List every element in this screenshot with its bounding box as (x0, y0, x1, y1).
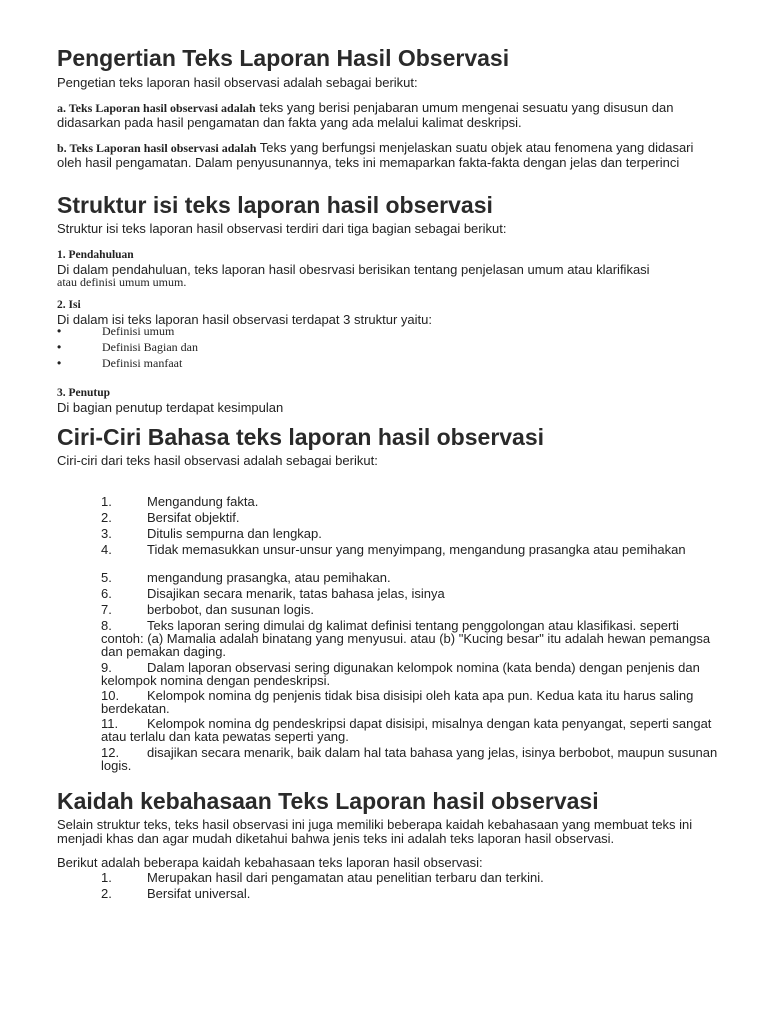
list-item (101, 887, 721, 900)
list-number: 10. (101, 688, 120, 703)
list-text: Bersifat universal. (147, 886, 251, 901)
heading-pengertian: Pengertian Teks Laporan Hasil Observasi (57, 45, 510, 71)
list-text: Teks laporan sering dimulai dg kalimat definisi tentang penggolongan atau klasifikasi. seperti contoh: (a) Mamalia adalah binatang yang menyusui. atau (b) "Kucing besar" itu adalah hewan pemangsa dan pemakan daging. (101, 618, 711, 659)
list-number: 5. (101, 570, 112, 585)
paragraph: Ciri-ciri dari teks hasil observasi adalah sebagai berikut: (57, 453, 378, 468)
list-item (101, 495, 721, 508)
list-text: Ditulis sempurna dan lengkap. (147, 526, 322, 541)
list-item (101, 603, 721, 616)
definition-lead: b. Teks Laporan hasil observasi adalah (57, 141, 257, 155)
list-number: 2. (101, 886, 112, 901)
bullet-text: Definisi manfaat (102, 356, 183, 370)
bullet-text: Definisi Bagian dan (102, 340, 198, 354)
definition-b (57, 141, 717, 169)
paragraph: atau definisi umum umum. (57, 275, 187, 289)
list-text: Dalam laporan observasi sering digunakan kelompok nomina (kata benda) dengan penjenis dan kelompok nomina dengan pendeskripsi. (101, 660, 700, 688)
section-isi (57, 299, 717, 326)
list-item (101, 543, 721, 556)
list-text: Bersifat objektif. (147, 510, 240, 525)
list-number: 8. (101, 618, 112, 633)
subheading: 2. Isi (57, 299, 81, 311)
list-number: 11. (101, 716, 119, 731)
definition-a (57, 101, 717, 129)
bullet-icon: • (57, 340, 62, 354)
list-text: Kelompok nomina dg penjenis tidak bisa disisipi oleh kata apa pun. Kedua kata itu harus saling berdekatan. (101, 688, 694, 716)
definition-lead: a. Teks Laporan hasil observasi adalah (57, 101, 256, 115)
paragraph: Di dalam pendahuluan, teks laporan hasil obesrvasi berisikan tentang penjelasan umum atau klarifikasi (57, 261, 650, 277)
heading-struktur: Struktur isi teks laporan hasil observasi (57, 192, 493, 218)
list-number: 4. (101, 542, 112, 557)
list-number: 3. (101, 526, 112, 541)
list-number: 12. (101, 745, 120, 760)
paragraph: Selain struktur teks, teks hasil observasi ini juga memiliki beberapa kaidah kebahasaan yang membuat teks ini menjadi khas dan agar mudah diketahui bahwa jenis teks ini adalah teks laporan hasil observasi. (57, 817, 693, 846)
list-text: mengandung prasangka, atau pemihakan. (147, 570, 391, 585)
bullet-text: Definisi umum (102, 324, 175, 338)
section-penutup (57, 387, 717, 414)
list-number: 9. (101, 660, 112, 675)
list-number: 6. (101, 586, 112, 601)
list-item (101, 527, 721, 540)
heading-kaidah: Kaidah kebahasaan Teks Laporan hasil observasi (57, 788, 599, 814)
list-item (101, 571, 721, 584)
list-text: Merupakan hasil dari pengamatan atau penelitian terbaru dan terkini. (147, 870, 544, 885)
list-item (101, 511, 721, 524)
paragraph: Pengetian teks laporan hasil observasi adalah sebagai berikut: (57, 75, 418, 90)
list-text: Disajikan secara menarik, tatas bahasa jelas, isinya (147, 586, 445, 601)
subheading: 3. Penutup (57, 387, 111, 399)
section-pendahuluan (57, 249, 717, 290)
list-number: 7. (101, 602, 112, 617)
heading-ciri: Ciri-Ciri Bahasa teks laporan hasil observasi (57, 424, 545, 450)
bullet-icon: • (57, 356, 62, 370)
definition-text: teks yang berisi penjabaran umum mengenai sesuatu yang disusun dan didasarkan pada hasil pengamatan dan fakta yang ada melalui kalimat deskripsi. (57, 100, 674, 130)
list-text: Tidak memasukkan unsur-unsur yang menyimpang, mengandung prasangka atau pemihakan (147, 542, 686, 557)
list-item (101, 871, 721, 884)
list-number: 2. (101, 510, 112, 525)
subheading: 1. Pendahuluan (57, 249, 134, 261)
list-item (101, 619, 721, 658)
paragraph: Di bagian penutup terdapat kesimpulan (57, 399, 284, 415)
list-text: Kelompok nomina dg pendeskripsi dapat disisipi, misalnya dengan kata penyangat, seperti sangat atau terlalu dan kata pewatas seperti yang. (101, 716, 712, 744)
list-item (101, 717, 721, 743)
list-number: 1. (101, 494, 112, 509)
list-item (101, 661, 721, 687)
definition-text: Teks yang berfungsi menjelaskan suatu objek atau fenomena yang didasari oleh hasil pengamatan. Dalam penyusunannya, teks ini memaparkan fakta-fakta dengan jelas dan terperinci (57, 140, 694, 170)
list-text: disajikan secara menarik, baik dalam hal tata bahasa yang jelas, isinya berbobot, maupun susunan logis. (101, 745, 718, 773)
paragraph: Struktur isi teks laporan hasil observasi terdiri dari tiga bagian sebagai berikut: (57, 221, 507, 236)
bullet-icon: • (57, 324, 62, 338)
list-text: berbobot, dan susunan logis. (147, 602, 314, 617)
list-item (101, 587, 721, 600)
list-item (101, 746, 721, 772)
list-text: Mengandung fakta. (147, 494, 259, 509)
paragraph: Di dalam isi teks laporan hasil observasi terdapat 3 struktur yaitu: (57, 311, 433, 327)
list-number: 1. (101, 870, 112, 885)
paragraph: Berikut adalah beberapa kaidah kebahasaan teks laporan hasil observasi: (57, 855, 483, 870)
list-item (101, 689, 721, 715)
